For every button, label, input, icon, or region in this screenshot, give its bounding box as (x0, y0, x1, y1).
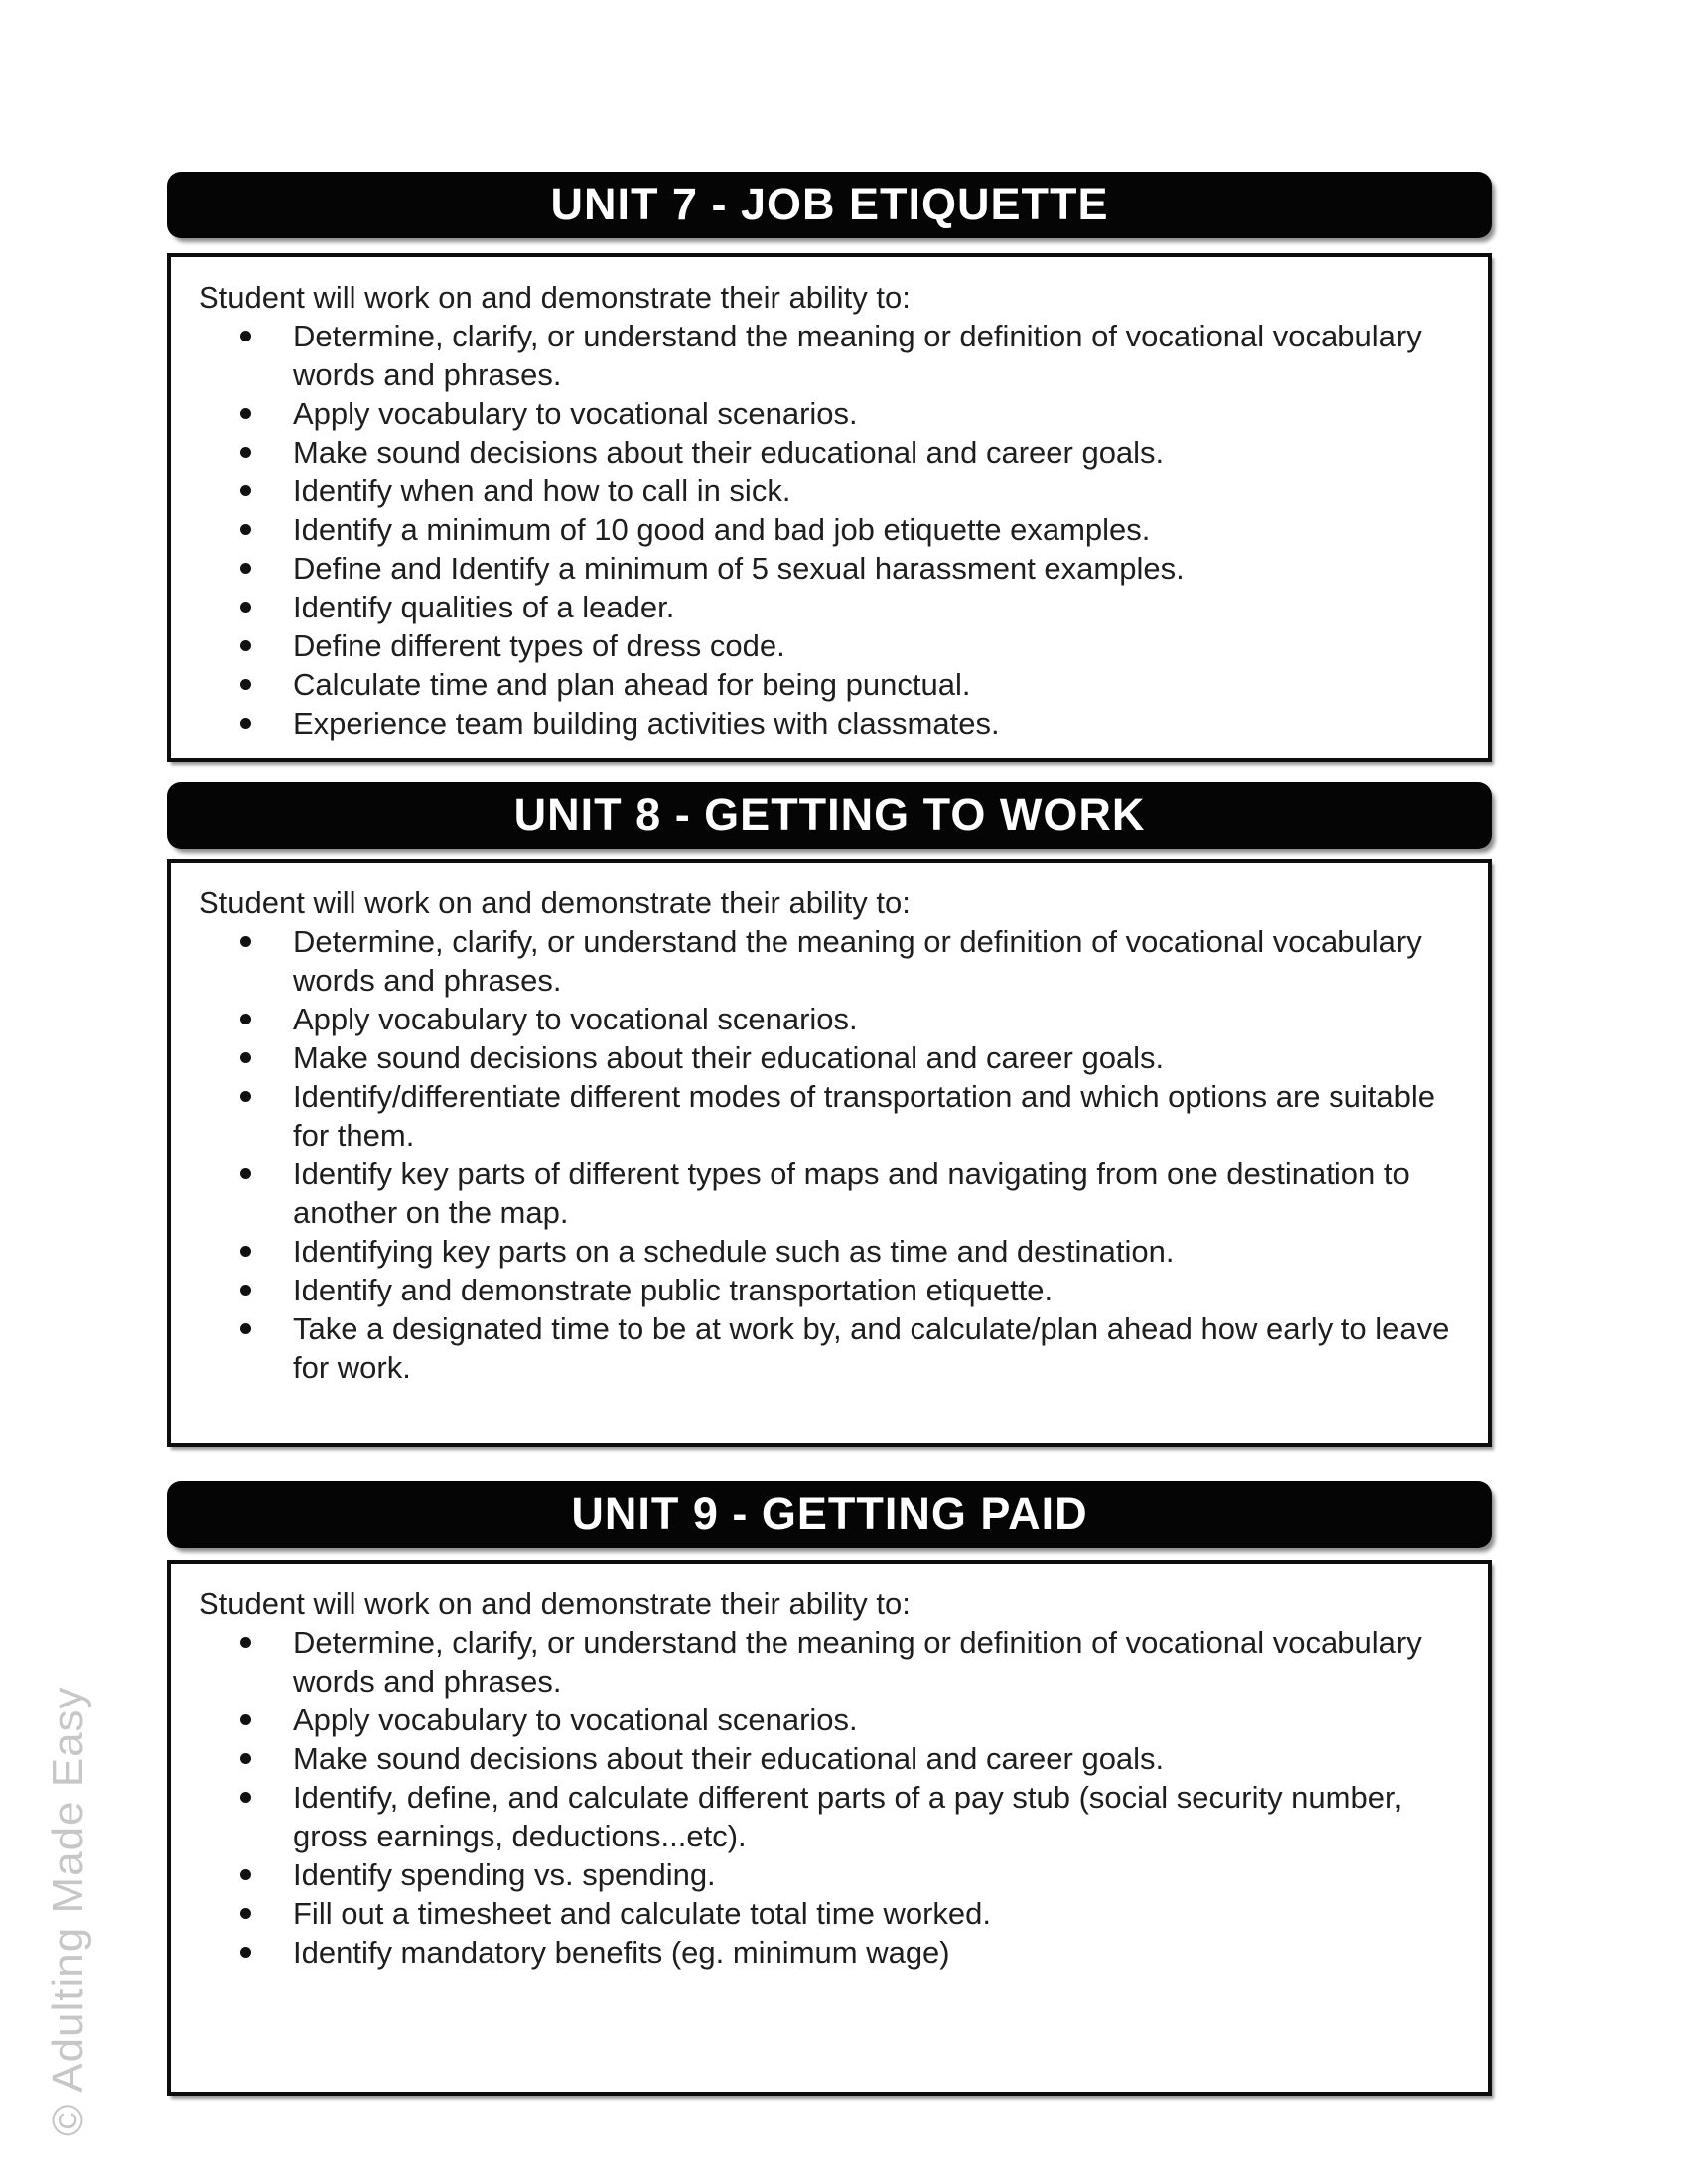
bullet-item: Identify key parts of different types of maps and navigating from one destination to another on the map. (199, 1155, 1455, 1232)
bullet-item: Define different types of dress code. (199, 626, 1455, 665)
bullet-item: Make sound decisions about their educational and career goals. (199, 1739, 1455, 1778)
bullet-item: Identify spending vs. spending. (199, 1855, 1455, 1894)
bullet-item: Calculate time and plan ahead for being punctual. (199, 665, 1455, 704)
watermark-text: © Adulting Made Easy (44, 1686, 92, 2136)
bullet-item: Determine, clarify, or understand the meaning or definition of vocational vocabulary words and phrases. (199, 1623, 1455, 1701)
bullet-item: Identifying key parts on a schedule such as time and destination. (199, 1232, 1455, 1271)
bullet-item: Determine, clarify, or understand the meaning or definition of vocational vocabulary words and phrases. (199, 922, 1455, 1000)
unit8-bullet-list (199, 922, 1455, 1387)
bullet-item: Take a designated time to be at work by, and calculate/plan ahead how early to leave for work. (199, 1309, 1455, 1387)
bullet-item: Identify/differentiate different modes of transportation and which options are suitable for them. (199, 1077, 1455, 1155)
unit9-bullet-list (199, 1623, 1455, 1972)
bullet-item: Identify mandatory benefits (eg. minimum wage) (199, 1933, 1455, 1972)
unit9-title: UNIT 9 - GETTING PAID (571, 1488, 1088, 1539)
bullet-item: Experience team building activities with classmates. (199, 704, 1455, 743)
bullet-item: Apply vocabulary to vocational scenarios. (199, 1000, 1455, 1038)
bullet-item: Identify qualities of a leader. (199, 588, 1455, 626)
bullet-item: Apply vocabulary to vocational scenarios. (199, 1701, 1455, 1739)
unit9-section-box (167, 1560, 1492, 2096)
content-column (167, 172, 1492, 2096)
bullet-item: Identify and demonstrate public transportation etiquette. (199, 1271, 1455, 1309)
unit7-intro: Student will work on and demonstrate their ability to: (199, 280, 911, 315)
unit8-title: UNIT 8 - GETTING TO WORK (513, 789, 1146, 840)
bullet-item: Make sound decisions about their educational and career goals. (199, 433, 1455, 472)
unit8-intro: Student will work on and demonstrate their ability to: (199, 886, 911, 920)
bullet-item: Fill out a timesheet and calculate total time worked. (199, 1894, 1455, 1933)
bullet-item: Identify a minimum of 10 good and bad job etiquette examples. (199, 510, 1455, 549)
unit9-intro: Student will work on and demonstrate their ability to: (199, 1586, 911, 1621)
bullet-item: Apply vocabulary to vocational scenarios. (199, 394, 1455, 433)
bullet-item: Define and Identify a minimum of 5 sexual harassment examples. (199, 549, 1455, 588)
bullet-item: Determine, clarify, or understand the meaning or definition of vocational vocabulary words and phrases. (199, 317, 1455, 394)
unit7-section-box (167, 253, 1492, 762)
unit7-title-bar (167, 172, 1492, 238)
unit8-section-box (167, 859, 1492, 1447)
bullet-item: Identify, define, and calculate different parts of a pay stub (social security number, gross earnings, deductions...etc). (199, 1778, 1455, 1855)
bullet-item: Identify when and how to call in sick. (199, 472, 1455, 510)
bullet-item: Make sound decisions about their educational and career goals. (199, 1038, 1455, 1077)
unit9-title-bar (167, 1481, 1492, 1548)
unit7-title: UNIT 7 - JOB ETIQUETTE (550, 179, 1109, 229)
unit7-bullet-list (199, 317, 1455, 743)
unit8-title-bar (167, 782, 1492, 849)
